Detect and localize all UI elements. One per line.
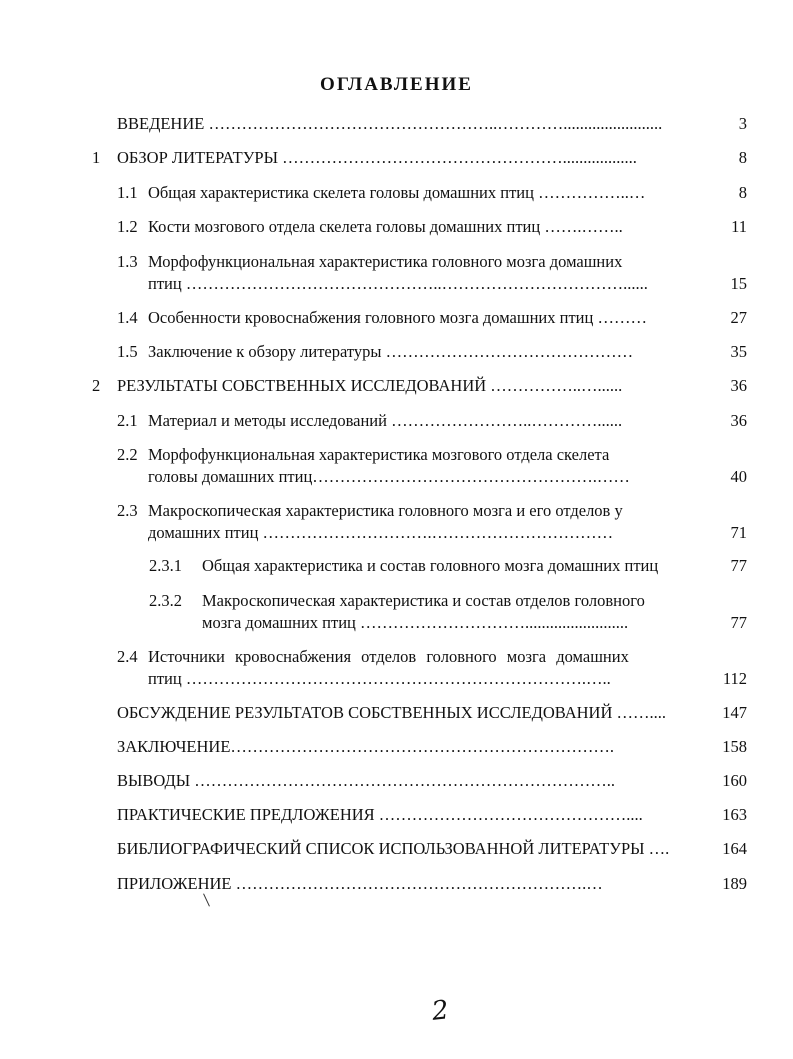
toc-entry-page: 112 bbox=[722, 669, 747, 688]
toc-entry-2-3[interactable] bbox=[0, 500, 793, 544]
page-title: ОГЛАВЛЕНИЕ bbox=[320, 74, 473, 95]
toc-entry-title-continued: птиц ………………………………………..……………………………...... bbox=[148, 274, 648, 293]
toc-entry-page: 40 bbox=[730, 467, 747, 486]
toc-entry-number: 1.3 bbox=[117, 252, 138, 271]
toc-entry-title: ОБЗОР ЛИТЕРАТУРЫ …………………………………………….................. bbox=[117, 148, 637, 167]
toc-entry-2-2[interactable] bbox=[0, 444, 793, 488]
toc-entry-title: Материал и методы исследований ……………………..…………...... bbox=[148, 411, 623, 430]
toc-entry-page: 36 bbox=[730, 376, 747, 395]
toc-entry-1-3[interactable] bbox=[0, 251, 793, 295]
toc-entry-title: Источники кровоснабжения отделов головного мозга домашних bbox=[148, 647, 629, 666]
toc-entry-1-2[interactable] bbox=[0, 216, 793, 238]
toc-entry-number: 2.2 bbox=[117, 445, 138, 464]
toc-entry-page: 71 bbox=[730, 523, 747, 542]
toc-entry-title: Общая характеристика и состав головного мозга домашних птиц bbox=[202, 556, 659, 575]
toc-entry-title: Морфофункциональная характеристика мозгового отдела скелета bbox=[148, 445, 610, 464]
toc-entry-page: 164 bbox=[722, 839, 747, 858]
toc-entry-page: 158 bbox=[722, 737, 747, 756]
toc-entry-page: 77 bbox=[730, 556, 747, 575]
toc-entry-appendix[interactable] bbox=[0, 873, 793, 895]
toc-entry-number: 1.4 bbox=[117, 308, 138, 327]
toc-entry-title: Макроскопическая характеристика головного мозга и его отделов у bbox=[148, 501, 623, 520]
toc-entry-title: Особенности кровоснабжения головного мозга домашних птиц ……… bbox=[148, 308, 647, 327]
toc-entry-discussion[interactable] bbox=[0, 702, 793, 724]
toc-entry-page: 163 bbox=[722, 805, 747, 824]
toc-entry-page: 147 bbox=[722, 703, 747, 722]
toc-entry-page: 35 bbox=[730, 342, 747, 361]
toc-entry-findings[interactable] bbox=[0, 770, 793, 792]
stray-pen-mark bbox=[203, 893, 210, 906]
toc-entry-1-5[interactable] bbox=[0, 341, 793, 363]
toc-entry-title: РЕЗУЛЬТАТЫ СОБСТВЕННЫХ ИССЛЕДОВАНИЙ ……………..…...... bbox=[117, 376, 623, 395]
toc-entry-title: ПРАКТИЧЕСКИЕ ПРЕДЛОЖЕНИЯ ……………………………………….... bbox=[117, 805, 643, 824]
toc-entry-number: 1.1 bbox=[117, 183, 138, 202]
toc-entry-title: ВВЕДЕНИЕ ……………………………………………..…………........................ bbox=[117, 114, 663, 133]
toc-entry-number: 2.1 bbox=[117, 411, 138, 430]
toc-entry-number: 2.3.1 bbox=[149, 556, 182, 575]
toc-entry-page: 27 bbox=[730, 308, 747, 327]
toc-entry-1-1[interactable] bbox=[0, 182, 793, 204]
toc-entry-title: ОБСУЖДЕНИЕ РЕЗУЛЬТАТОВ СОБСТВЕННЫХ ИССЛЕДОВАНИЙ …….... bbox=[117, 703, 667, 722]
toc-entry-title-continued: головы домашних птиц…………………………………………….…… bbox=[148, 467, 630, 486]
toc-entry-page: 160 bbox=[722, 771, 747, 790]
toc-entry-number: 1.2 bbox=[117, 217, 138, 236]
toc-entry-title: Заключение к обзору литературы ……………………………………… bbox=[148, 342, 634, 361]
toc-entry-page: 36 bbox=[730, 411, 747, 430]
toc-entry-number: 1.5 bbox=[117, 342, 138, 361]
toc-entry-title: ПРИЛОЖЕНИЕ ……………………………………………………….… bbox=[117, 874, 603, 893]
toc-entry-number: 2.3 bbox=[117, 501, 138, 520]
toc-entry-title: ЗАКЛЮЧЕНИЕ……………………………………………………………. bbox=[117, 737, 615, 756]
toc-entry-number: 2 bbox=[92, 376, 101, 395]
toc-entry-own-research[interactable] bbox=[0, 375, 793, 397]
toc-entry-2-1[interactable] bbox=[0, 410, 793, 432]
toc-entry-2-4[interactable] bbox=[0, 646, 793, 690]
toc-entry-page: 11 bbox=[731, 217, 747, 236]
toc-entry-bibliography[interactable] bbox=[0, 838, 793, 860]
toc-entry-title: ВЫВОДЫ ………………………………………………………………….. bbox=[117, 771, 616, 790]
toc-entry-2-3-1[interactable] bbox=[0, 555, 793, 577]
toc-entry-title: Общая характеристика скелета головы домашних птиц ……………..… bbox=[148, 183, 646, 202]
toc-entry-page: 15 bbox=[730, 274, 747, 293]
toc-entry-title: Кости мозгового отдела скелета головы домашних птиц …….…….. bbox=[148, 217, 623, 236]
handwritten-page-number: 2 bbox=[430, 995, 451, 1027]
toc-entry-literature-review[interactable] bbox=[0, 147, 793, 169]
toc-entry-page: 8 bbox=[738, 148, 747, 167]
toc-entry-title: БИБЛИОГРАФИЧЕСКИЙ СПИСОК ИСПОЛЬЗОВАННОЙ ЛИТЕРАТУРЫ …. bbox=[117, 839, 670, 858]
toc-entry-2-3-2[interactable] bbox=[0, 590, 793, 634]
toc-entry-title-continued: домашних птиц ………………………….…………………………… bbox=[148, 523, 614, 542]
toc-entry-page: 3 bbox=[738, 114, 747, 133]
toc-entry-title: Макроскопическая характеристика и состав отделов головного bbox=[202, 591, 645, 610]
toc-entry-title: Морфофункциональная характеристика головного мозга домашних bbox=[148, 252, 623, 271]
toc-entry-1-4[interactable] bbox=[0, 307, 793, 329]
toc-entry-number: 1 bbox=[92, 148, 101, 167]
toc-entry-conclusion[interactable] bbox=[0, 736, 793, 758]
toc-entry-title-continued: птиц ……………………………………………………………….….. bbox=[148, 669, 611, 688]
toc-entry-introduction[interactable] bbox=[0, 113, 793, 135]
toc-entry-practical-proposals[interactable] bbox=[0, 804, 793, 826]
toc-entry-number: 2.3.2 bbox=[149, 591, 182, 610]
toc-entry-number: 2.4 bbox=[117, 647, 138, 666]
toc-entry-page: 189 bbox=[722, 874, 747, 893]
toc-entry-page: 8 bbox=[738, 183, 747, 202]
toc-entry-title-continued: мозга домашних птиц …………………………......................... bbox=[202, 613, 629, 632]
toc-entry-page: 77 bbox=[730, 613, 747, 632]
